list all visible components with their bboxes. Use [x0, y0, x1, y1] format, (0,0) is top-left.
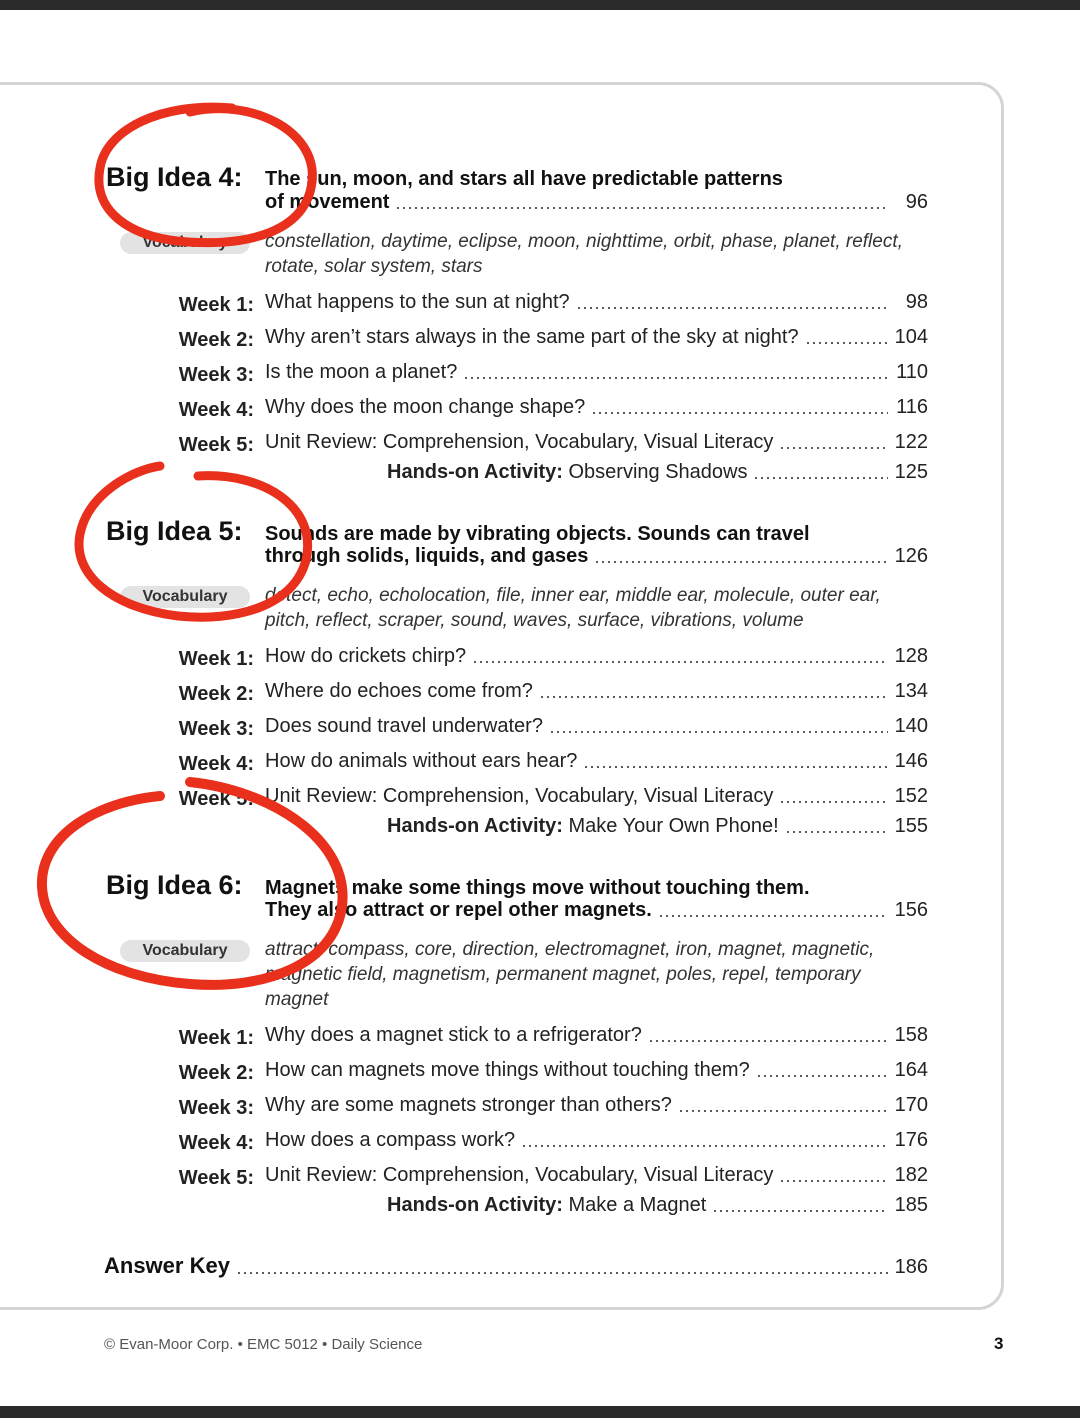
- page-number: 98: [905, 291, 928, 313]
- week-label: Week 4:: [178, 753, 254, 775]
- page-number: 128: [894, 645, 928, 667]
- week-label: Week 4:: [178, 1132, 254, 1154]
- big-idea-label: Big Idea 5:: [106, 516, 243, 546]
- week-question: Does sound travel underwater?: [265, 715, 543, 737]
- page-number: 170: [894, 1094, 928, 1116]
- week-entry[interactable]: [265, 361, 928, 384]
- week-entry[interactable]: [265, 1164, 928, 1187]
- week-entry[interactable]: [265, 396, 928, 419]
- page-number: 126: [894, 545, 928, 567]
- dot-leader: [463, 377, 888, 379]
- dot-leader: [785, 831, 888, 833]
- big-idea-title-line2: of movement: [265, 191, 390, 213]
- big-idea-title: The sun, moon, and stars all have predictable patterns: [265, 168, 783, 190]
- activity-entry[interactable]: [387, 1194, 928, 1217]
- week-entry[interactable]: [265, 680, 928, 703]
- dot-leader: [591, 412, 888, 414]
- vocabulary-pill: Vocabulary: [120, 940, 250, 962]
- activity-entry[interactable]: [387, 461, 928, 484]
- week-label: Week 3:: [178, 718, 254, 740]
- dot-leader: [756, 1075, 888, 1077]
- top-edge-bar: [0, 0, 1080, 10]
- week-label: Week 3:: [178, 364, 254, 386]
- big-idea-label: Big Idea 6:: [106, 870, 243, 900]
- page-number: 146: [894, 750, 928, 772]
- activity-title: Make Your Own Phone!: [568, 815, 779, 837]
- week-question: Why are some magnets stronger than others?: [265, 1094, 672, 1116]
- week-label: Week 5:: [178, 434, 254, 456]
- week-label: Week 1:: [178, 648, 254, 670]
- page-number: 104: [894, 326, 928, 348]
- activity-text: [387, 815, 779, 838]
- week-label: Week 5:: [178, 788, 254, 810]
- week-question: Unit Review: Comprehension, Vocabulary, Visual Literacy: [265, 785, 774, 807]
- dot-leader: [753, 477, 888, 479]
- week-question: Why does the moon change shape?: [265, 396, 586, 418]
- page-number: 156: [894, 899, 928, 921]
- page-number: 176: [894, 1129, 928, 1151]
- week-question: Why aren’t stars always in the same part of the sky at night?: [265, 326, 799, 348]
- week-label: Week 4:: [178, 399, 254, 421]
- week-entry[interactable]: [265, 431, 928, 454]
- vocabulary-words: constellation, daytime, eclipse, moon, nighttime, orbit, phase, planet, reflect, rotate, solar system, stars: [265, 231, 903, 277]
- week-question: How do crickets chirp?: [265, 645, 467, 667]
- week-question: Where do echoes come from?: [265, 680, 533, 702]
- week-label: Week 5:: [178, 1167, 254, 1189]
- week-question: How do animals without ears hear?: [265, 750, 578, 772]
- page-number: 152: [894, 785, 928, 807]
- activity-entry[interactable]: [387, 815, 928, 838]
- week-label: Week 2:: [178, 329, 254, 351]
- dot-leader: [805, 342, 888, 344]
- page-number: 116: [896, 396, 928, 418]
- activity-title: Observing Shadows: [568, 461, 748, 483]
- week-question: Why does a magnet stick to a refrigerator?: [265, 1024, 642, 1046]
- dot-leader: [594, 561, 888, 563]
- week-label: Week 1:: [178, 1027, 254, 1049]
- activity-label: Hands-on Activity:: [387, 815, 563, 837]
- week-label: Week 2:: [178, 683, 254, 705]
- page-number: 158: [894, 1024, 928, 1046]
- footer-copyright: © Evan-Moor Corp. • EMC 5012 • Daily Science: [104, 1336, 423, 1353]
- page-number: 134: [894, 680, 928, 702]
- week-entry[interactable]: [265, 645, 928, 668]
- week-entry[interactable]: [265, 715, 928, 738]
- page-number: 155: [894, 815, 928, 837]
- page-number: 140: [894, 715, 928, 737]
- dot-leader: [472, 661, 888, 663]
- week-question: Is the moon a planet?: [265, 361, 458, 383]
- week-label: Week 2:: [178, 1062, 254, 1084]
- big-idea-entry[interactable]: [265, 191, 928, 214]
- page-number: 164: [894, 1059, 928, 1081]
- big-idea-title: Sounds are made by vibrating objects. Sounds can travel: [265, 523, 810, 545]
- page-number: 186: [894, 1256, 928, 1278]
- big-idea-title-line2: through solids, liquids, and gases: [265, 545, 589, 567]
- page-number: 110: [896, 361, 928, 383]
- dot-leader: [779, 447, 888, 449]
- dot-leader: [576, 307, 888, 309]
- answer-key-label: Answer Key: [104, 1253, 230, 1278]
- dot-leader: [658, 915, 888, 917]
- vocabulary-pill: Vocabulary: [120, 232, 250, 254]
- dot-leader: [583, 766, 888, 768]
- activity-text: [387, 1194, 706, 1217]
- footer-page-number: 3: [994, 1334, 1004, 1353]
- week-entry[interactable]: [265, 1094, 928, 1117]
- week-entry[interactable]: [265, 1059, 928, 1082]
- big-idea-label: Big Idea 4:: [106, 162, 243, 192]
- week-entry[interactable]: [265, 291, 928, 314]
- activity-label: Hands-on Activity:: [387, 1194, 563, 1216]
- week-question: How can magnets move things without touching them?: [265, 1059, 750, 1081]
- dot-leader: [539, 696, 888, 698]
- page-number: 182: [894, 1164, 928, 1186]
- dot-leader: [779, 1180, 888, 1182]
- big-idea-title-line2: They also attract or repel other magnets.: [265, 899, 652, 921]
- dot-leader: [395, 207, 888, 209]
- week-question: Unit Review: Comprehension, Vocabulary, Visual Literacy: [265, 431, 774, 453]
- vocabulary-pill: Vocabulary: [120, 586, 250, 608]
- vocabulary-words: attract, compass, core, direction, electromagnet, iron, magnet, magnetic, magnetic field, magnetism, permanent magnet, poles, repel, temporary magnet: [265, 939, 875, 1010]
- week-entry[interactable]: [265, 1024, 928, 1047]
- dot-leader: [236, 1272, 888, 1274]
- bottom-edge-bar: [0, 1406, 1080, 1418]
- page-number: 125: [894, 461, 928, 483]
- week-label: Week 1:: [178, 294, 254, 316]
- dot-leader: [712, 1210, 888, 1212]
- activity-label: Hands-on Activity:: [387, 461, 563, 483]
- vocabulary-words: detect, echo, echolocation, file, inner ear, middle ear, molecule, outer ear, pitch, reflect, scraper, sound, waves, surface, vibrations, volume: [265, 585, 881, 631]
- week-question: What happens to the sun at night?: [265, 291, 570, 313]
- dot-leader: [549, 731, 888, 733]
- week-entry[interactable]: [265, 1129, 928, 1152]
- week-entry[interactable]: [265, 750, 928, 773]
- dot-leader: [779, 801, 888, 803]
- activity-text: [387, 461, 747, 484]
- page-number: 185: [894, 1194, 928, 1216]
- big-idea-entry[interactable]: [265, 899, 928, 922]
- week-question: Unit Review: Comprehension, Vocabulary, Visual Literacy: [265, 1164, 774, 1186]
- week-entry[interactable]: [265, 785, 928, 808]
- week-entry[interactable]: [265, 326, 928, 349]
- dot-leader: [521, 1145, 888, 1147]
- week-question: How does a compass work?: [265, 1129, 516, 1151]
- activity-title: Make a Magnet: [568, 1194, 707, 1216]
- dot-leader: [648, 1040, 888, 1042]
- big-idea-entry[interactable]: [265, 545, 928, 568]
- answer-key-entry[interactable]: [104, 1255, 928, 1279]
- big-idea-title: Magnets make some things move without touching them.: [265, 877, 810, 899]
- week-label: Week 3:: [178, 1097, 254, 1119]
- page-number: 122: [894, 431, 928, 453]
- dot-leader: [678, 1110, 888, 1112]
- page-number: 96: [905, 191, 928, 213]
